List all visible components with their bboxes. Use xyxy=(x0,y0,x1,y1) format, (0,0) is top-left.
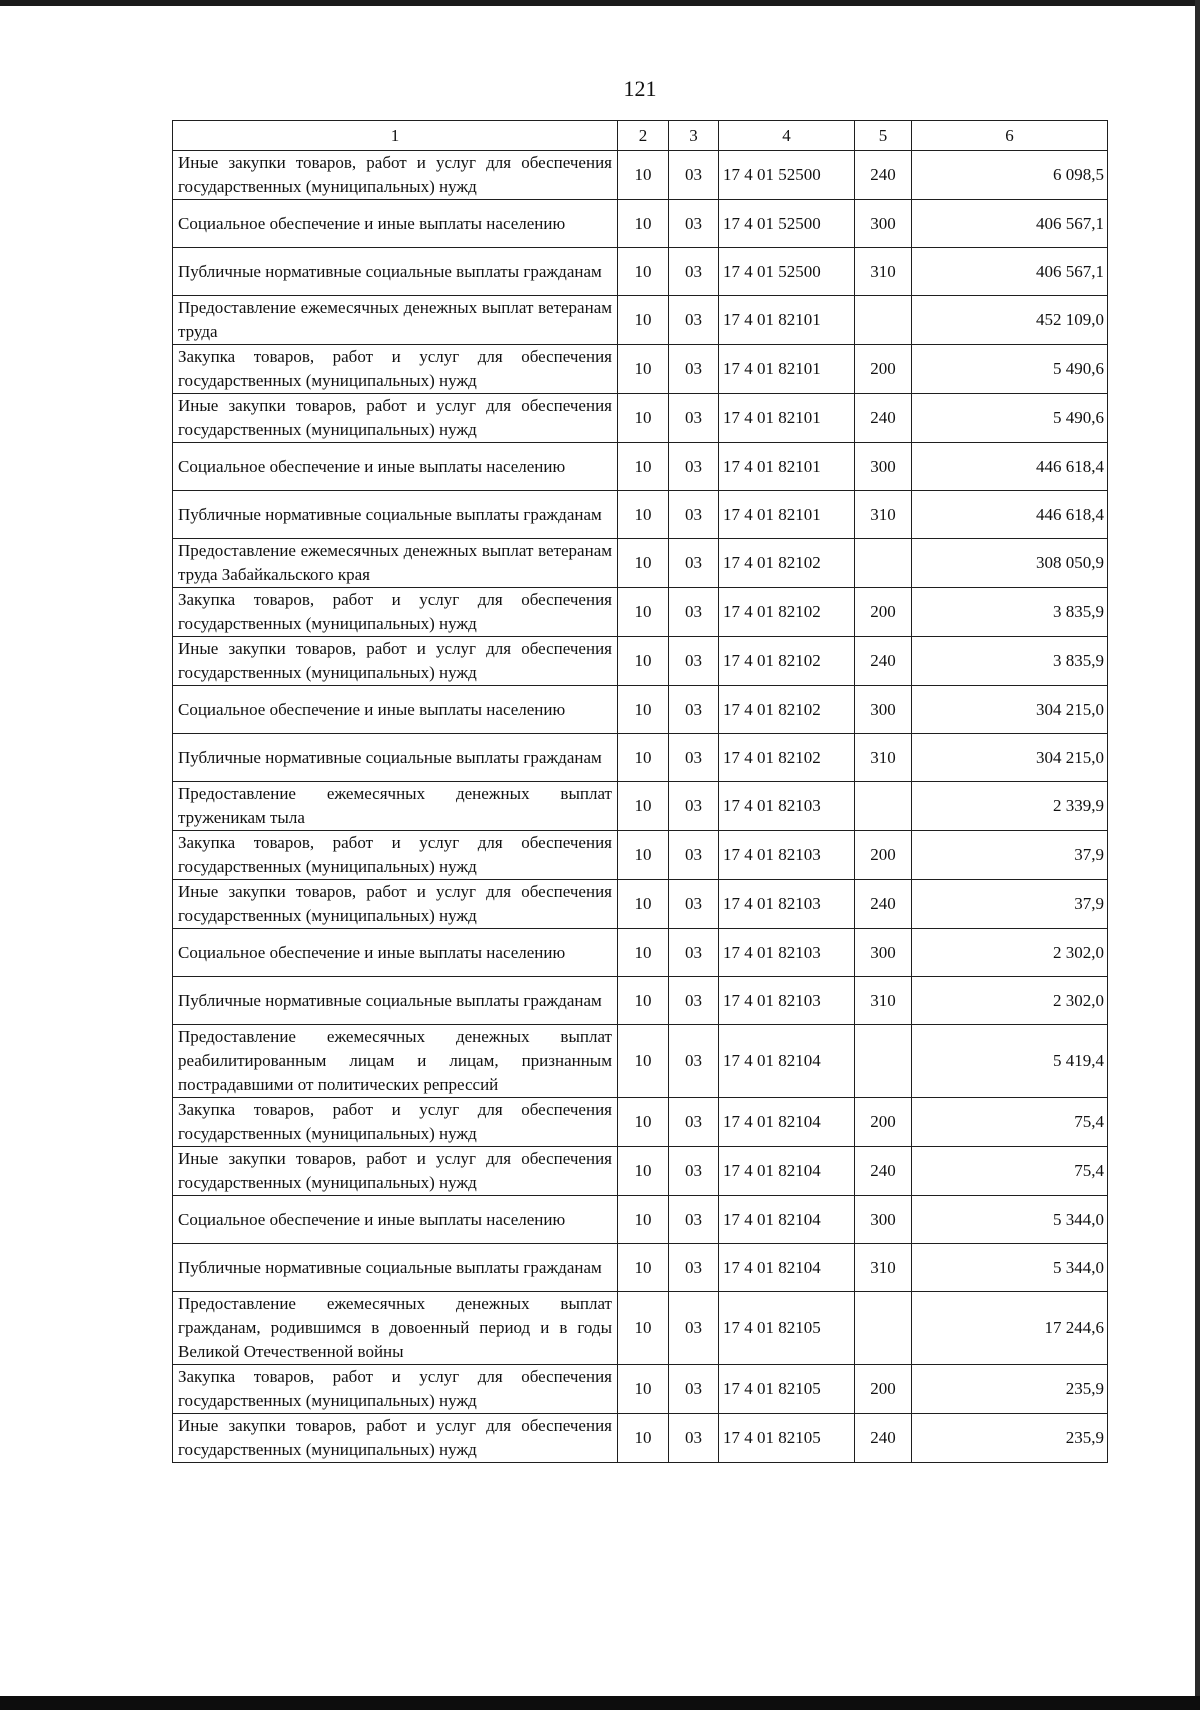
row-expense-type: 300 xyxy=(855,200,912,248)
table-row xyxy=(173,296,1108,345)
row-target-article: 17 4 01 82105 xyxy=(719,1365,855,1414)
row-name: Иные закупки товаров, работ и услуг для обеспечения государственных (муниципальных) нужд xyxy=(173,880,618,929)
table-row xyxy=(173,1098,1108,1147)
row-name: Предоставление ежемесячных денежных выплат гражданам, родившимся в довоенный период и в годы Великой Отечественной войны xyxy=(173,1292,618,1365)
table-row xyxy=(173,880,1108,929)
row-target-article: 17 4 01 82104 xyxy=(719,1147,855,1196)
row-subsection: 03 xyxy=(669,151,719,200)
row-subsection: 03 xyxy=(669,1414,719,1463)
row-expense-type: 200 xyxy=(855,1365,912,1414)
row-name: Социальное обеспечение и иные выплаты населению xyxy=(173,929,618,977)
row-target-article: 17 4 01 82104 xyxy=(719,1098,855,1147)
table-row xyxy=(173,1025,1108,1098)
row-target-article: 17 4 01 82101 xyxy=(719,394,855,443)
header-col-6: 6 xyxy=(912,121,1108,151)
row-subsection: 03 xyxy=(669,782,719,831)
row-amount: 75,4 xyxy=(912,1098,1108,1147)
row-subsection: 03 xyxy=(669,394,719,443)
row-subsection: 03 xyxy=(669,734,719,782)
table-header xyxy=(173,121,1108,151)
table-row xyxy=(173,394,1108,443)
row-amount: 446 618,4 xyxy=(912,491,1108,539)
row-expense-type: 240 xyxy=(855,1147,912,1196)
row-amount: 5 344,0 xyxy=(912,1244,1108,1292)
row-expense-type: 310 xyxy=(855,734,912,782)
row-name: Социальное обеспечение и иные выплаты населению xyxy=(173,686,618,734)
row-subsection: 03 xyxy=(669,588,719,637)
header-col-1: 1 xyxy=(173,121,618,151)
table-row xyxy=(173,1244,1108,1292)
row-target-article: 17 4 01 82101 xyxy=(719,296,855,345)
row-section: 10 xyxy=(618,491,669,539)
row-expense-type xyxy=(855,296,912,345)
table-row xyxy=(173,1147,1108,1196)
row-expense-type: 200 xyxy=(855,345,912,394)
row-amount: 304 215,0 xyxy=(912,686,1108,734)
row-section: 10 xyxy=(618,686,669,734)
row-expense-type: 300 xyxy=(855,1196,912,1244)
row-target-article: 17 4 01 82102 xyxy=(719,734,855,782)
row-name: Иные закупки товаров, работ и услуг для обеспечения государственных (муниципальных) нужд xyxy=(173,1147,618,1196)
row-amount: 5 490,6 xyxy=(912,345,1108,394)
row-amount: 2 302,0 xyxy=(912,977,1108,1025)
row-amount: 2 339,9 xyxy=(912,782,1108,831)
row-expense-type xyxy=(855,1292,912,1365)
row-subsection: 03 xyxy=(669,1147,719,1196)
row-section: 10 xyxy=(618,296,669,345)
table-row xyxy=(173,977,1108,1025)
row-subsection: 03 xyxy=(669,686,719,734)
row-section: 10 xyxy=(618,782,669,831)
row-section: 10 xyxy=(618,929,669,977)
row-section: 10 xyxy=(618,151,669,200)
row-target-article: 17 4 01 52500 xyxy=(719,151,855,200)
row-amount: 406 567,1 xyxy=(912,248,1108,296)
row-name: Публичные нормативные социальные выплаты гражданам xyxy=(173,1244,618,1292)
row-section: 10 xyxy=(618,831,669,880)
row-name: Закупка товаров, работ и услуг для обеспечения государственных (муниципальных) нужд xyxy=(173,1098,618,1147)
row-name: Предоставление ежемесячных денежных выплат труженикам тыла xyxy=(173,782,618,831)
row-target-article: 17 4 01 82104 xyxy=(719,1244,855,1292)
row-subsection: 03 xyxy=(669,880,719,929)
row-expense-type: 310 xyxy=(855,1244,912,1292)
row-expense-type: 240 xyxy=(855,394,912,443)
row-expense-type: 240 xyxy=(855,1414,912,1463)
row-subsection: 03 xyxy=(669,1098,719,1147)
table-row xyxy=(173,831,1108,880)
row-section: 10 xyxy=(618,1098,669,1147)
row-target-article: 17 4 01 82102 xyxy=(719,539,855,588)
row-target-article: 17 4 01 52500 xyxy=(719,200,855,248)
scan-bottom-edge xyxy=(0,1696,1200,1710)
row-section: 10 xyxy=(618,1365,669,1414)
table-row xyxy=(173,491,1108,539)
row-section: 10 xyxy=(618,1292,669,1365)
row-subsection: 03 xyxy=(669,1196,719,1244)
row-target-article: 17 4 01 82103 xyxy=(719,977,855,1025)
row-amount: 5 344,0 xyxy=(912,1196,1108,1244)
row-target-article: 17 4 01 82101 xyxy=(719,345,855,394)
row-section: 10 xyxy=(618,248,669,296)
row-section: 10 xyxy=(618,200,669,248)
row-name: Иные закупки товаров, работ и услуг для обеспечения государственных (муниципальных) нужд xyxy=(173,151,618,200)
row-name: Закупка товаров, работ и услуг для обеспечения государственных (муниципальных) нужд xyxy=(173,831,618,880)
row-expense-type: 200 xyxy=(855,1098,912,1147)
row-subsection: 03 xyxy=(669,1365,719,1414)
row-subsection: 03 xyxy=(669,248,719,296)
table-row xyxy=(173,443,1108,491)
row-section: 10 xyxy=(618,734,669,782)
row-section: 10 xyxy=(618,880,669,929)
scan-right-edge xyxy=(1195,0,1200,1710)
table-row xyxy=(173,539,1108,588)
row-amount: 308 050,9 xyxy=(912,539,1108,588)
row-target-article: 17 4 01 82103 xyxy=(719,929,855,977)
row-subsection: 03 xyxy=(669,1292,719,1365)
table-row xyxy=(173,1414,1108,1463)
row-name: Закупка товаров, работ и услуг для обеспечения государственных (муниципальных) нужд xyxy=(173,588,618,637)
row-target-article: 17 4 01 52500 xyxy=(719,248,855,296)
row-target-article: 17 4 01 82103 xyxy=(719,782,855,831)
row-name: Публичные нормативные социальные выплаты гражданам xyxy=(173,977,618,1025)
row-expense-type: 200 xyxy=(855,588,912,637)
header-col-2: 2 xyxy=(618,121,669,151)
row-name: Социальное обеспечение и иные выплаты населению xyxy=(173,443,618,491)
page-number: 121 xyxy=(623,76,657,101)
header-col-5: 5 xyxy=(855,121,912,151)
table-row xyxy=(173,734,1108,782)
row-section: 10 xyxy=(618,1244,669,1292)
table-row xyxy=(173,345,1108,394)
row-section: 10 xyxy=(618,1025,669,1098)
table-row xyxy=(173,929,1108,977)
row-target-article: 17 4 01 82102 xyxy=(719,637,855,686)
row-target-article: 17 4 01 82102 xyxy=(719,686,855,734)
row-amount: 5 490,6 xyxy=(912,394,1108,443)
row-name: Социальное обеспечение и иные выплаты населению xyxy=(173,200,618,248)
row-subsection: 03 xyxy=(669,345,719,394)
row-subsection: 03 xyxy=(669,200,719,248)
row-subsection: 03 xyxy=(669,1244,719,1292)
row-subsection: 03 xyxy=(669,296,719,345)
row-section: 10 xyxy=(618,539,669,588)
row-amount: 446 618,4 xyxy=(912,443,1108,491)
row-amount: 452 109,0 xyxy=(912,296,1108,345)
row-expense-type: 300 xyxy=(855,443,912,491)
row-section: 10 xyxy=(618,588,669,637)
table-row xyxy=(173,248,1108,296)
row-section: 10 xyxy=(618,394,669,443)
row-expense-type: 200 xyxy=(855,831,912,880)
row-amount: 2 302,0 xyxy=(912,929,1108,977)
row-section: 10 xyxy=(618,1196,669,1244)
row-name: Иные закупки товаров, работ и услуг для обеспечения государственных (муниципальных) нужд xyxy=(173,637,618,686)
table-row xyxy=(173,637,1108,686)
header-col-4: 4 xyxy=(719,121,855,151)
row-section: 10 xyxy=(618,345,669,394)
row-expense-type: 300 xyxy=(855,929,912,977)
budget-table xyxy=(172,120,1108,1463)
row-amount: 75,4 xyxy=(912,1147,1108,1196)
row-expense-type: 310 xyxy=(855,977,912,1025)
row-name: Предоставление ежемесячных денежных выплат ветеранам труда xyxy=(173,296,618,345)
scan-top-edge xyxy=(0,0,1200,6)
row-name: Закупка товаров, работ и услуг для обеспечения государственных (муниципальных) нужд xyxy=(173,1365,618,1414)
table-row xyxy=(173,588,1108,637)
row-expense-type: 310 xyxy=(855,491,912,539)
row-subsection: 03 xyxy=(669,977,719,1025)
row-name: Публичные нормативные социальные выплаты гражданам xyxy=(173,248,618,296)
table-row xyxy=(173,1365,1108,1414)
row-amount: 17 244,6 xyxy=(912,1292,1108,1365)
row-amount: 235,9 xyxy=(912,1365,1108,1414)
row-amount: 3 835,9 xyxy=(912,588,1108,637)
row-name: Социальное обеспечение и иные выплаты населению xyxy=(173,1196,618,1244)
row-target-article: 17 4 01 82104 xyxy=(719,1025,855,1098)
row-target-article: 17 4 01 82101 xyxy=(719,443,855,491)
row-section: 10 xyxy=(618,443,669,491)
row-target-article: 17 4 01 82104 xyxy=(719,1196,855,1244)
row-expense-type: 310 xyxy=(855,248,912,296)
table-row xyxy=(173,1292,1108,1365)
row-target-article: 17 4 01 82105 xyxy=(719,1292,855,1365)
row-subsection: 03 xyxy=(669,539,719,588)
table-row xyxy=(173,1196,1108,1244)
row-section: 10 xyxy=(618,977,669,1025)
row-expense-type xyxy=(855,782,912,831)
row-amount: 3 835,9 xyxy=(912,637,1108,686)
row-amount: 235,9 xyxy=(912,1414,1108,1463)
row-section: 10 xyxy=(618,1414,669,1463)
row-expense-type: 240 xyxy=(855,880,912,929)
row-subsection: 03 xyxy=(669,831,719,880)
row-name: Публичные нормативные социальные выплаты гражданам xyxy=(173,491,618,539)
row-subsection: 03 xyxy=(669,929,719,977)
row-expense-type xyxy=(855,1025,912,1098)
row-name: Предоставление ежемесячных денежных выплат ветеранам труда Забайкальского края xyxy=(173,539,618,588)
table-row xyxy=(173,151,1108,200)
row-expense-type: 240 xyxy=(855,151,912,200)
header-col-3: 3 xyxy=(669,121,719,151)
table-row xyxy=(173,782,1108,831)
row-amount: 37,9 xyxy=(912,880,1108,929)
table-row xyxy=(173,686,1108,734)
row-expense-type: 300 xyxy=(855,686,912,734)
row-name: Иные закупки товаров, работ и услуг для обеспечения государственных (муниципальных) нужд xyxy=(173,1414,618,1463)
row-subsection: 03 xyxy=(669,491,719,539)
row-name: Предоставление ежемесячных денежных выплат реабилитированным лицам и лицам, признанным пострадавшими от политических репрессий xyxy=(173,1025,618,1098)
row-expense-type: 240 xyxy=(855,637,912,686)
row-target-article: 17 4 01 82105 xyxy=(719,1414,855,1463)
row-amount: 406 567,1 xyxy=(912,200,1108,248)
row-section: 10 xyxy=(618,1147,669,1196)
row-amount: 6 098,5 xyxy=(912,151,1108,200)
table-body xyxy=(173,151,1108,1463)
row-expense-type xyxy=(855,539,912,588)
header-row xyxy=(173,121,1108,151)
row-target-article: 17 4 01 82103 xyxy=(719,880,855,929)
row-target-article: 17 4 01 82103 xyxy=(719,831,855,880)
row-amount: 37,9 xyxy=(912,831,1108,880)
row-target-article: 17 4 01 82101 xyxy=(719,491,855,539)
row-target-article: 17 4 01 82102 xyxy=(719,588,855,637)
row-subsection: 03 xyxy=(669,443,719,491)
row-name: Публичные нормативные социальные выплаты гражданам xyxy=(173,734,618,782)
row-name: Закупка товаров, работ и услуг для обеспечения государственных (муниципальных) нужд xyxy=(173,345,618,394)
row-name: Иные закупки товаров, работ и услуг для обеспечения государственных (муниципальных) нужд xyxy=(173,394,618,443)
row-amount: 5 419,4 xyxy=(912,1025,1108,1098)
table-row xyxy=(173,200,1108,248)
row-subsection: 03 xyxy=(669,1025,719,1098)
row-amount: 304 215,0 xyxy=(912,734,1108,782)
row-subsection: 03 xyxy=(669,637,719,686)
row-section: 10 xyxy=(618,637,669,686)
